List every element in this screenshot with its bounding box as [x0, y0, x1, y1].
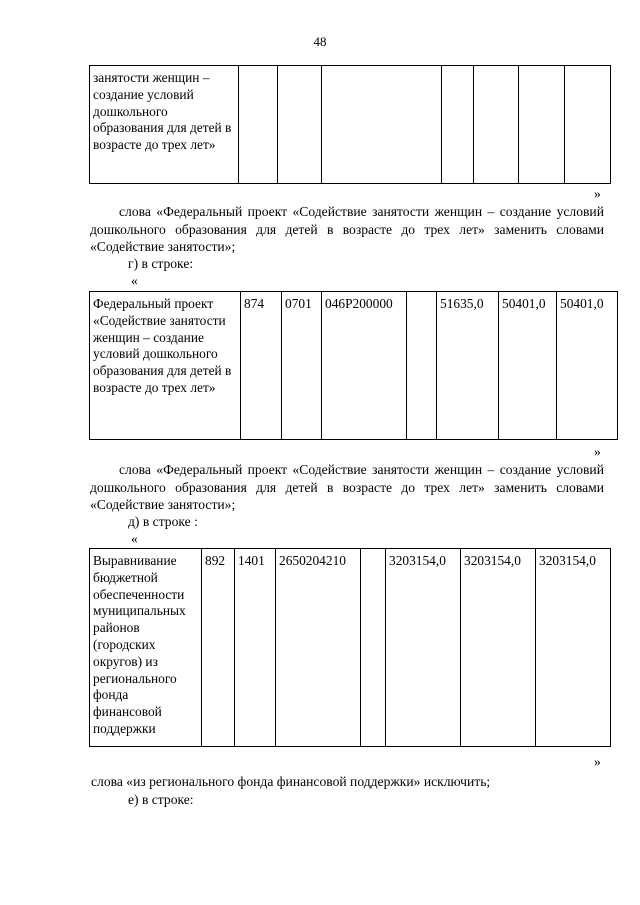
- table-cell-amount: 50401,0: [557, 292, 618, 440]
- table-cell: [519, 66, 565, 184]
- table-cell-name: Выравнивание бюджетной обеспеченности муниципальных районов (городских округов) из регионального фонда финансовой поддержки: [90, 549, 202, 747]
- table-cell: [322, 66, 442, 184]
- budget-table-row-g: [89, 291, 618, 440]
- table-cell-name: Федеральный проект «Содействие занятости женщин – создание условий дошкольного образования для детей в возрасте до трех лет»: [90, 292, 241, 440]
- open-quote: «: [131, 273, 138, 288]
- table-cell: [474, 66, 519, 184]
- table-cell-target: 046P200000: [322, 292, 407, 440]
- budget-table-continuation: [89, 65, 611, 184]
- item-d-label: д) в строке :: [128, 514, 198, 529]
- table-cell: [442, 66, 474, 184]
- table-cell-section: 1401: [235, 549, 276, 747]
- close-quote: »: [594, 444, 601, 459]
- table-cell-amount: 3203154,0: [461, 549, 536, 747]
- page-number: 48: [313, 34, 327, 49]
- amendment-paragraph-1: слова «Федеральный проект «Содействие занятости женщин – создание условий дошкольного образования для детей в возрасте до трех лет» заменить словами «Содействие занятости»;: [90, 204, 604, 254]
- table-cell: [239, 66, 278, 184]
- close-quote: »: [594, 754, 601, 769]
- amendment-paragraph-2: слова «Федеральный проект «Содействие занятости женщин – создание условий дошкольного образования для детей в возрасте до трех лет» заменить словами «Содействие занятости»;: [90, 462, 604, 512]
- open-quote: «: [131, 531, 138, 546]
- table-cell-section: 0701: [282, 292, 322, 440]
- table-cell: [278, 66, 322, 184]
- item-g-label: г) в строке:: [128, 256, 194, 271]
- table-cell-type: [407, 292, 437, 440]
- table-cell-target: 2650204210: [276, 549, 361, 747]
- table-cell-amount: 51635,0: [437, 292, 499, 440]
- table-cell-amount: 50401,0: [499, 292, 557, 440]
- table-cell-amount: 3203154,0: [536, 549, 611, 747]
- table-cell-name: занятости женщин – создание условий дошкольного образования для детей в возрасте до трех лет»: [90, 66, 239, 184]
- table-cell-amount: 3203154,0: [386, 549, 461, 747]
- close-quote: »: [594, 186, 601, 201]
- item-e-label: е) в строке:: [128, 792, 194, 807]
- table-cell-ministry: 892: [202, 549, 235, 747]
- budget-table-row-d: [89, 548, 611, 747]
- amendment-paragraph-3: слова «из регионального фонда финансовой поддержки» исключить;: [91, 774, 491, 789]
- table-cell-ministry: 874: [241, 292, 282, 440]
- table-cell: [565, 66, 611, 184]
- table-cell-type: [361, 549, 386, 747]
